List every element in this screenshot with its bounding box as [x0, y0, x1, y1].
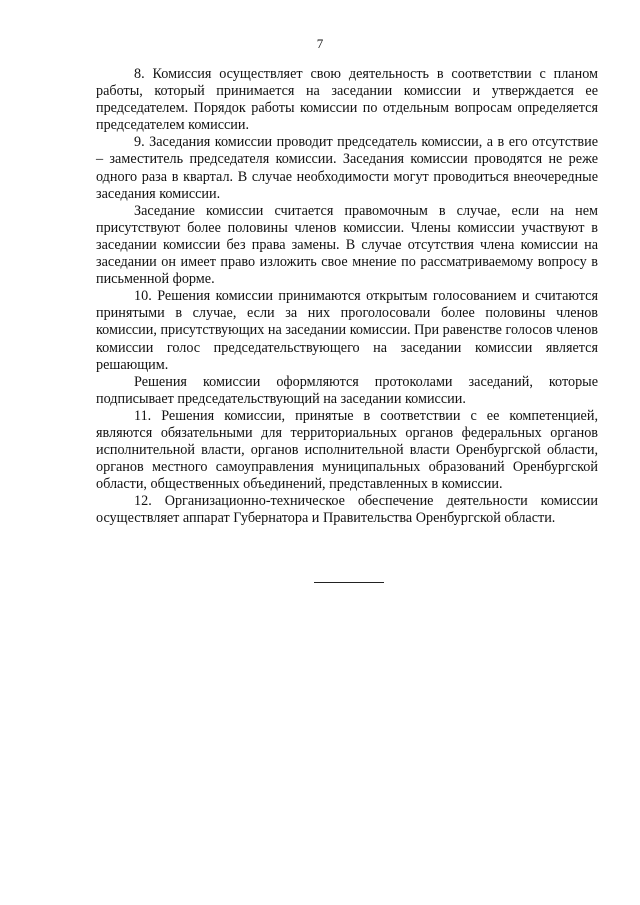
paragraph-protocols: Решения комиссии оформляются протоколами заседаний, которые подписывает председательствующий на заседании комиссии. — [96, 373, 598, 407]
paragraph-item-8: 8. Комиссия осуществляет свою деятельность в соответствии с планом работы, который принимается на заседании комиссии и утверждается ее председателем. Порядок работы комиссии по отдельным вопросам определяется председателем комиссии. — [96, 66, 598, 134]
paragraph-item-9: 9. Заседания комиссии проводит председатель комиссии, а в его отсутствие – заместитель председателя комиссии. Заседания комиссии проводятся не реже одного раза в квартал. В случае необходимости могут проводиться внеочередные заседания комиссии. — [96, 134, 598, 202]
page-number: 7 — [316, 36, 324, 51]
paragraph-item-12: 12. Организационно-техническое обеспечение деятельности комиссии осуществляет аппарат Губернатора и Правительства Оренбургской области. — [96, 493, 598, 527]
paragraph-item-10: 10. Решения комиссии принимаются открытым голосованием и считаются принятыми в случае, если за них проголосовали более половины членов комиссии, присутствующих на заседании комиссии. При равенстве голосов членов комиссии голос председательствующего на заседании комиссии является решающим. — [96, 288, 598, 373]
paragraph-quorum: Заседание комиссии считается правомочным в случае, если на нем присутствуют более половины членов комиссии. Члены комиссии участвуют в заседании комиссии без права замены. В случае отсутствия члена комиссии на заседании он имеет право изложить свое мнение по рассматриваемому вопросу в письменной форме. — [96, 202, 598, 288]
paragraph-item-11: 11. Решения комиссии, принятые в соответствии с ее компетенцией, являются обязательными для территориальных органов федеральных органов исполнительной власти, органов исполнительной власти Оренбургской области, органов местного самоуправления муниципальных образований Оренбургской области, общественных объединений, представленных в комиссии. — [96, 407, 598, 493]
document-body — [96, 66, 598, 528]
end-of-document-line — [314, 582, 384, 583]
